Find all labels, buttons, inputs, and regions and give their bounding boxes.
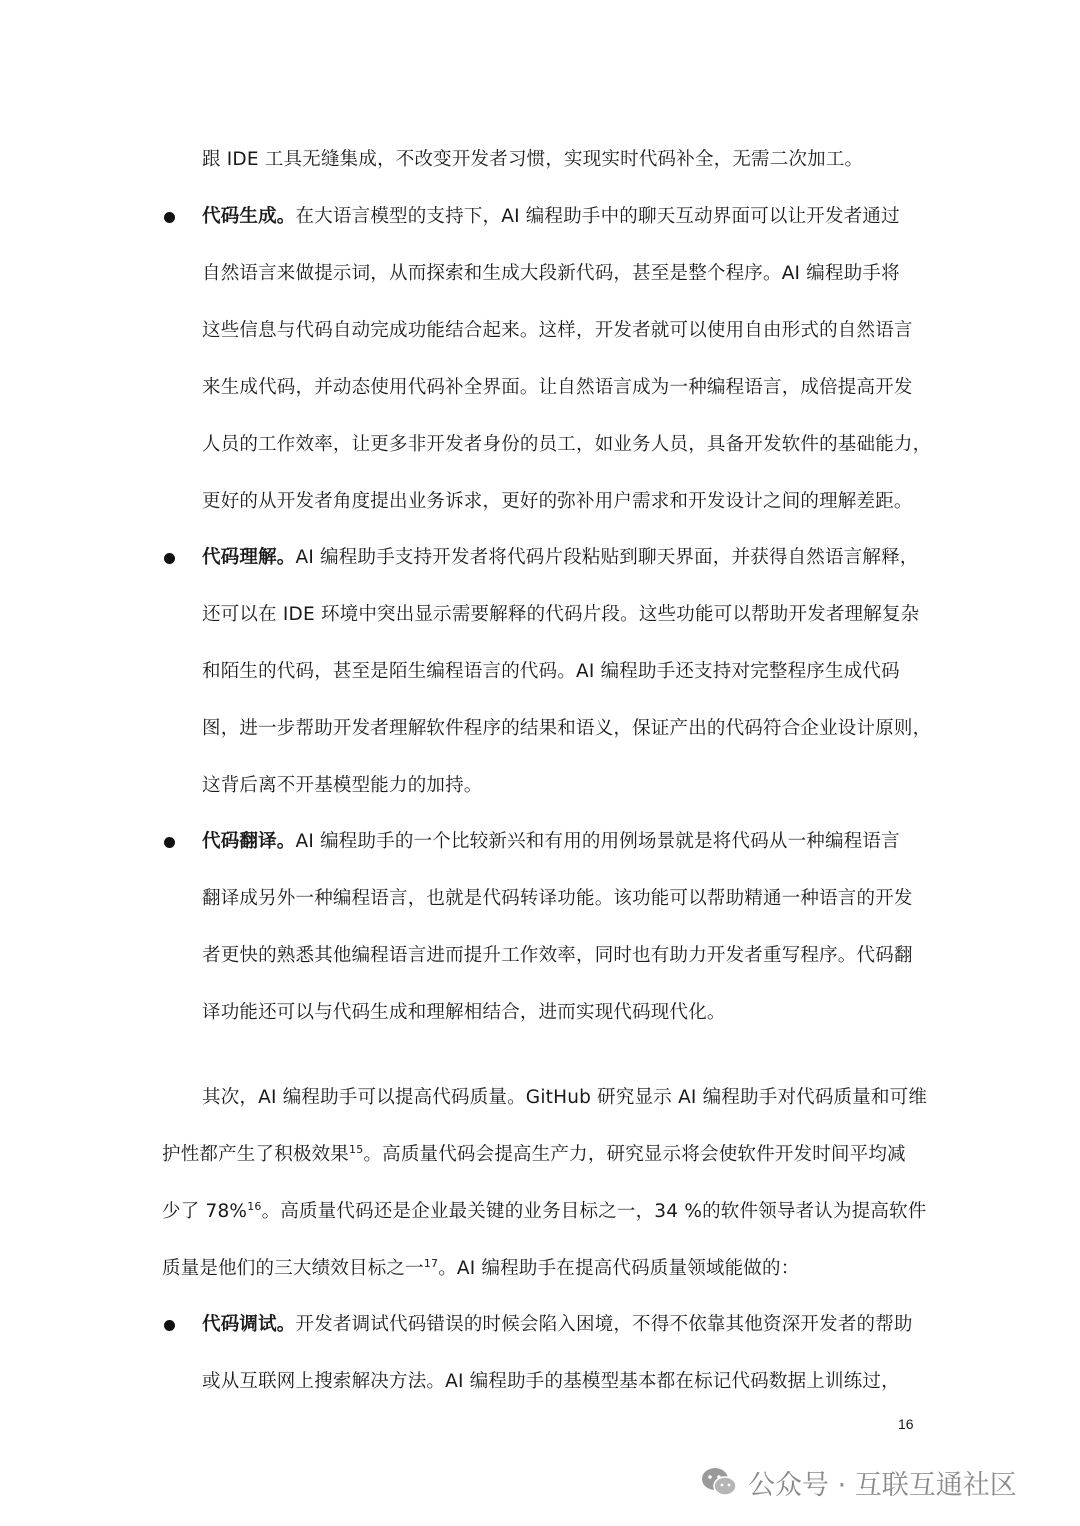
bullet-text: 还可以在 IDE 环境中突出显示需要解释的代码片段。这些功能可以帮助开发者理解复杂 [202, 604, 920, 625]
bullet-dot [164, 553, 175, 564]
paragraph-text: 。高质量代码会提高生产力，研究显示将会使软件开发时间平均减 [363, 1144, 906, 1165]
bullet-title: 代码理解。 [202, 547, 296, 568]
paragraph-line [162, 1256, 799, 1282]
bullet-text: AI 编程助手的一个比较新兴和有用的用例场景就是将代码从一种编程语言 [295, 831, 900, 852]
bullet-text: 译功能还可以与代码生成和理解相结合，进而实现代码现代化。 [202, 1002, 726, 1023]
continuation-line: 跟 IDE 工具无缝集成，不改变开发者习惯，实现实时代码补全，无需二次加工。 [202, 149, 864, 170]
bullet-title: 代码生成。 [202, 206, 296, 227]
paragraph-line [162, 1142, 906, 1168]
bullet-code-translation-line-1 [202, 829, 900, 855]
bullet-text: 开发者调试代码错误的时候会陷入困境，不得不依靠其他资深开发者的帮助 [295, 1314, 913, 1335]
bullet-text: 这背后离不开基模型能力的加持。 [202, 775, 483, 796]
bullet-text: 自然语言来做提示词，从而探索和生成大段新代码，甚至是整个程序。AI 编程助手将 [202, 263, 900, 284]
bullet-text: 人员的工作效率，让更多非开发者身份的员工，如业务人员，具备开发软件的基础能力， [202, 434, 932, 455]
watermark [700, 1458, 1017, 1506]
footnote-ref: 17 [423, 1256, 439, 1270]
bullet-text: 图，进一步帮助开发者理解软件程序的结果和语义，保证产出的代码符合企业设计原则， [202, 718, 932, 739]
bullet-text: 来生成代码，并动态使用代码补全界面。让自然语言成为一种编程语言，成倍提高开发 [202, 377, 913, 398]
bullet-text: 或从互联网上搜索解决方法。AI 编程助手的基模型基本都在标记代码数据上训练过， [202, 1371, 900, 1392]
bullet-dot [164, 212, 175, 223]
watermark-text: 公众号 · 互联互通社区 [748, 1469, 1017, 1501]
bullet-text: 翻译成另外一种编程语言，也就是代码转译功能。该功能可以帮助精通一种语言的开发 [202, 888, 913, 909]
bullet-text: 这些信息与代码自动完成功能结合起来。这样，开发者就可以使用自由形式的自然语言 [202, 320, 913, 341]
paragraph-text: 。高质量代码还是企业最关键的业务目标之一，34 %的软件领导者认为提高软件 [261, 1201, 927, 1222]
paragraph-text: 质量是他们的三大绩效目标之一 [162, 1258, 424, 1279]
footnote-ref: 16 [247, 1199, 262, 1213]
footnote-ref: 15 [349, 1142, 364, 1156]
bullet-dot [164, 837, 175, 848]
paragraph-text: 。AI 编程助手在提高代码质量领域能做的： [438, 1258, 800, 1279]
paragraph-text: 护性都产生了积极效果 [162, 1144, 350, 1165]
wechat-icon [700, 1465, 738, 1499]
paragraph-line: 其次，AI 编程助手可以提高代码质量。GitHub 研究显示 AI 编程助手对代码质量和可维 [202, 1087, 928, 1108]
bullet-text: 在大语言模型的支持下，AI 编程助手中的聊天互动界面可以让开发者通过 [295, 206, 900, 227]
paragraph-text: 少了 78% [162, 1201, 248, 1222]
page-number: 16 [898, 1416, 914, 1432]
paragraph-line [162, 1199, 927, 1225]
bullet-text: 者更快的熟悉其他编程语言进而提升工作效率，同时也有助力开发者重写程序。代码翻 [202, 945, 913, 966]
bullet-code-generation-line-1 [202, 204, 900, 230]
bullet-code-understanding-line-1 [202, 545, 919, 571]
bullet-code-debugging-line-1 [202, 1312, 913, 1338]
bullet-dot [164, 1320, 175, 1331]
bullet-title: 代码调试。 [202, 1314, 296, 1335]
bullet-text: 和陌生的代码，甚至是陌生编程语言的代码。AI 编程助手还支持对完整程序生成代码 [202, 661, 900, 682]
bullet-text: 更好的从开发者角度提出业务诉求，更好的弥补用户需求和开发设计之间的理解差距。 [202, 491, 913, 512]
bullet-title: 代码翻译。 [202, 831, 296, 852]
bullet-text: AI 编程助手支持开发者将代码片段粘贴到聊天界面，并获得自然语言解释， [295, 547, 919, 568]
